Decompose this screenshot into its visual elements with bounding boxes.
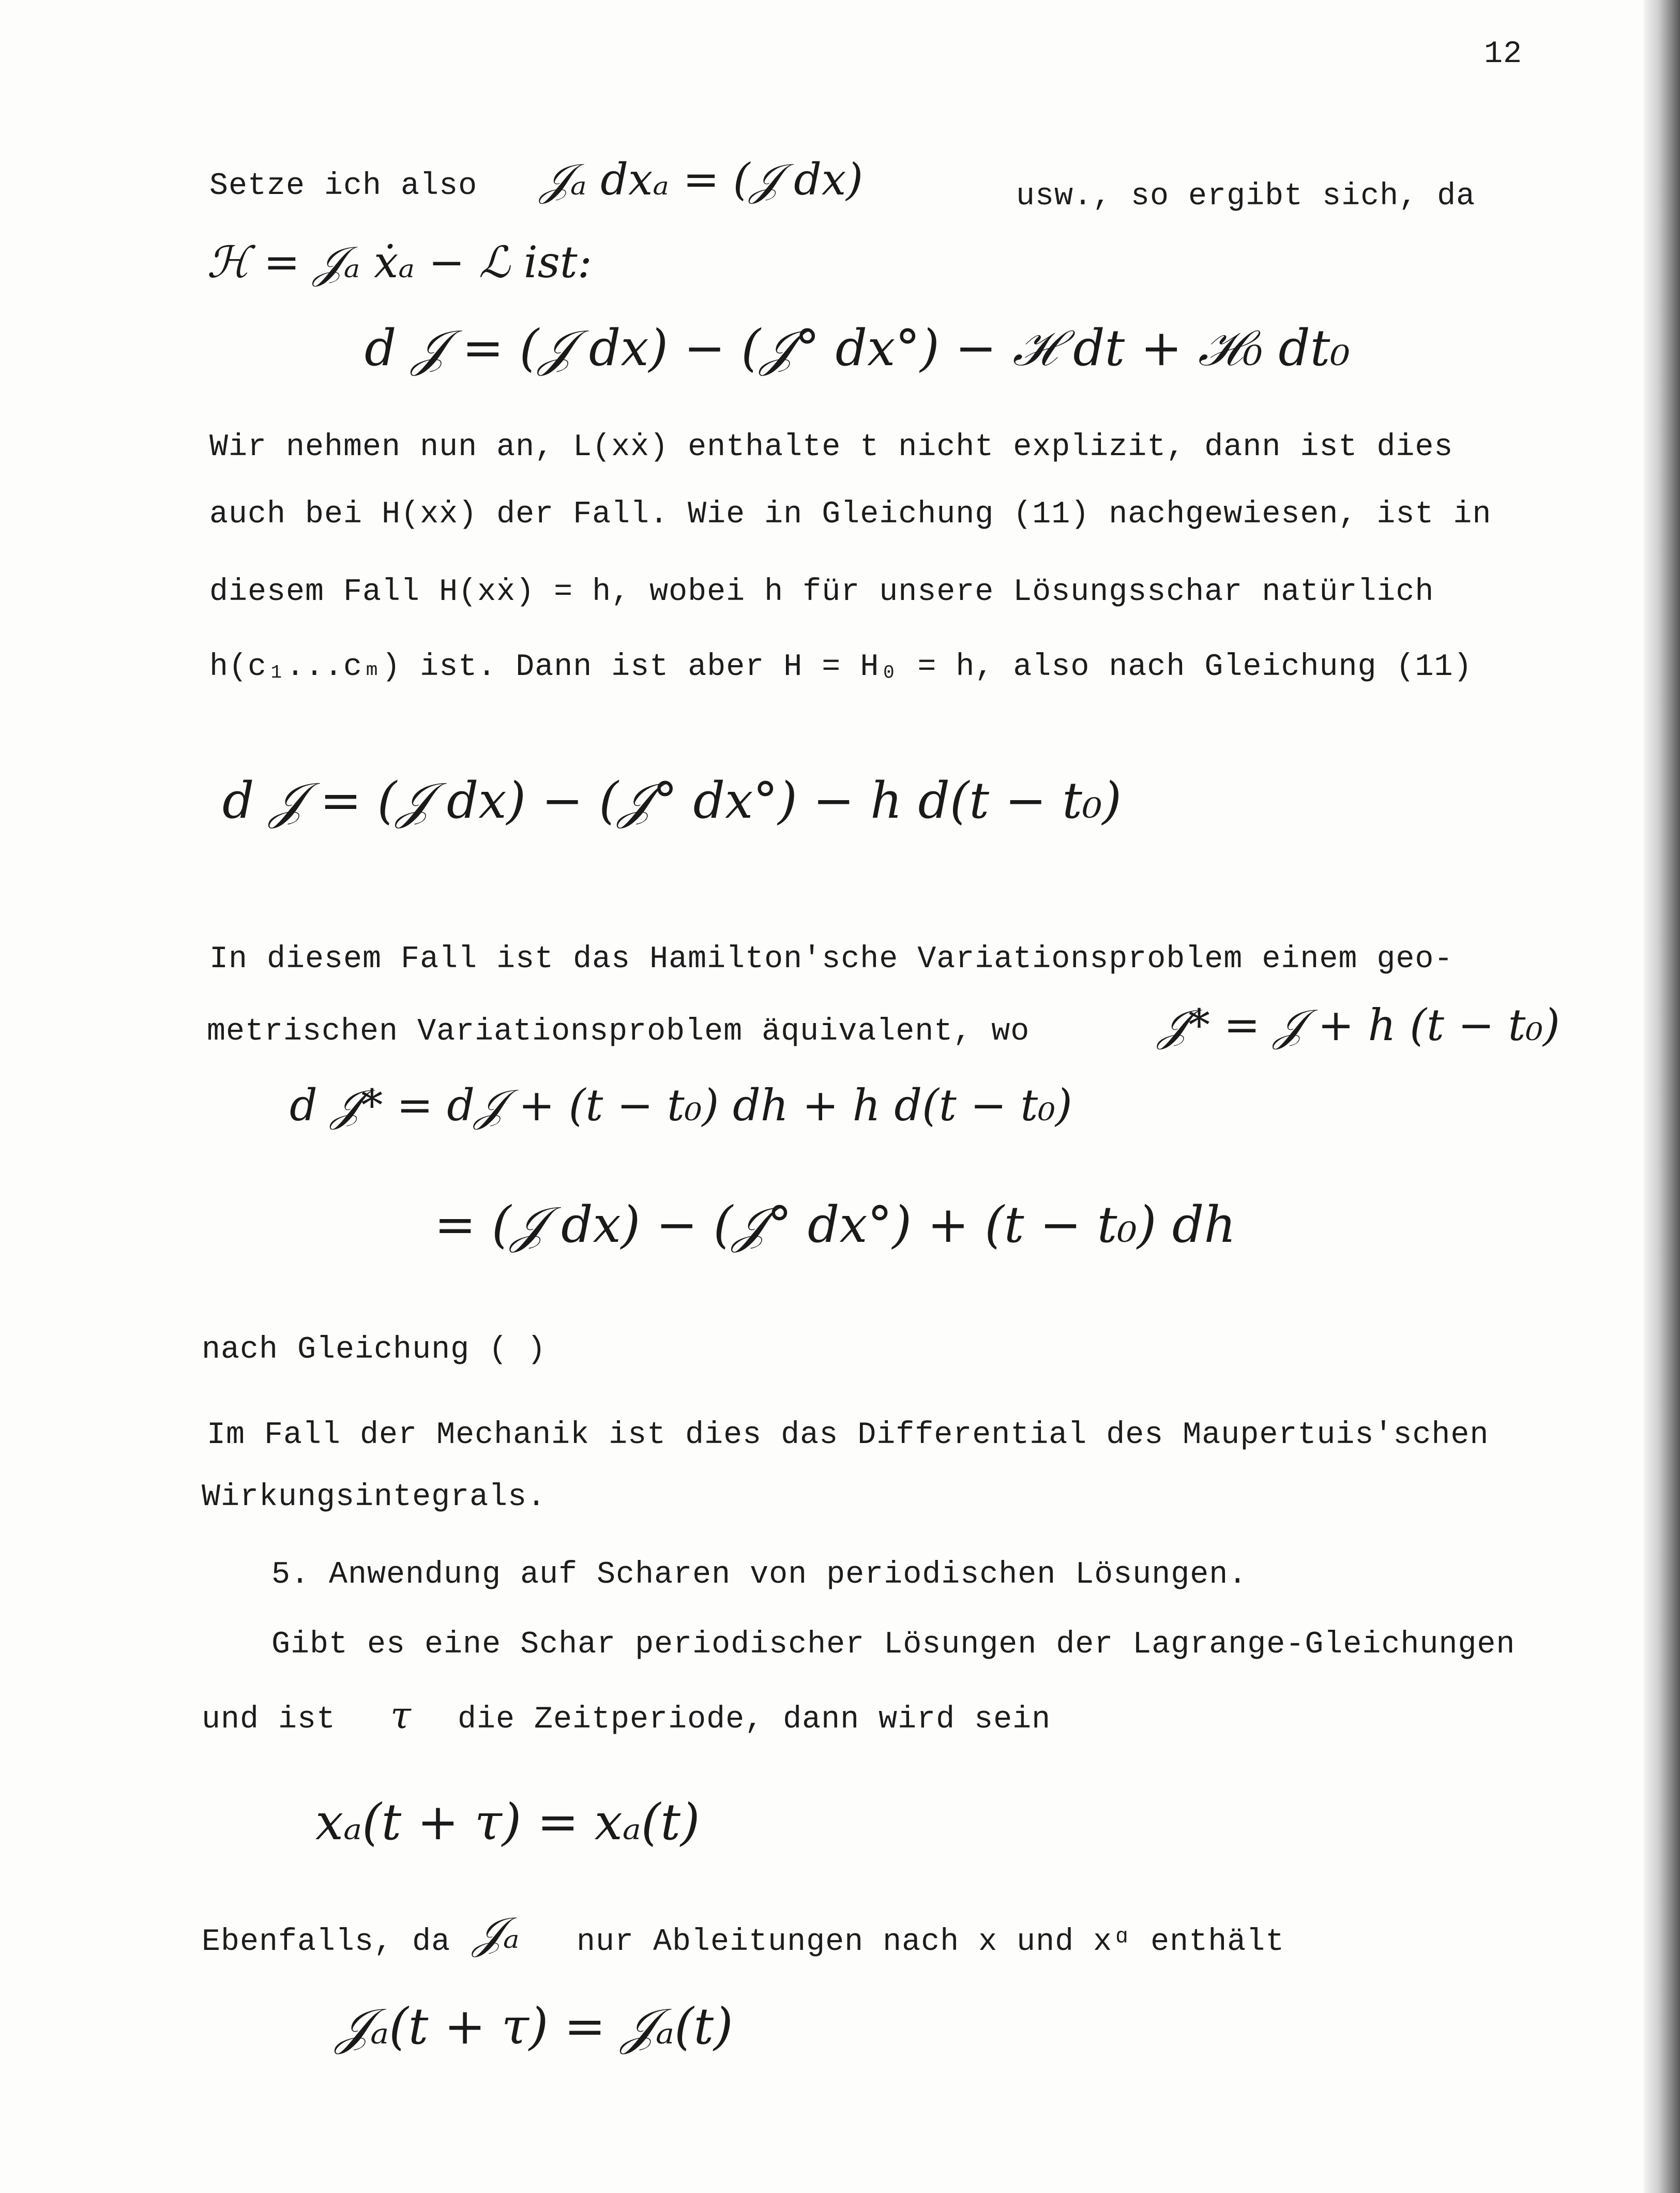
text-line: die Zeitperiode, dann wird sein	[458, 1702, 1051, 1737]
handwritten-formula: 𝒥ₐ(t + τ) = 𝒥ₐ(t)	[336, 1997, 733, 2055]
text-line: nach Gleichung ( )	[202, 1332, 547, 1368]
text-line: In diesem Fall ist das Hamilton'sche Variationsproblem einem geo-	[209, 942, 1454, 977]
page-edge-shadow	[1644, 0, 1680, 2193]
text-line: nur Ableitungen nach x und xᵅ enthält	[577, 1925, 1285, 1960]
text-line: und ist	[202, 1702, 336, 1737]
text-line: Im Fall der Mechanik ist dies das Differential des Maupertuis'schen	[207, 1418, 1489, 1453]
text-line: Setze ich also	[209, 169, 478, 204]
handwritten-formula: xₐ(t + τ) = xₐ(t)	[315, 1793, 700, 1851]
handwritten-formula: 𝒥ₐ dxₐ = (𝒥 dx)	[540, 154, 864, 205]
page-number: 12	[1484, 37, 1523, 72]
text-line: diesem Fall H(xẋ) = h, wobei h für unsere Lösungsschar natürlich	[209, 575, 1434, 610]
text-line: auch bei H(xẋ) der Fall. Wie in Gleichung (11) nachgewiesen, ist in	[209, 497, 1492, 532]
handwritten-symbol: 𝒥ₐ	[473, 1907, 520, 1958]
text-line: h(c₁...cₘ) ist. Dann ist aber H = H₀ = h, also nach Gleichung (11)	[209, 650, 1473, 685]
handwritten-formula: d 𝒥* = d𝒥 + (t − t₀) dh + h d(t − t₀)	[290, 1080, 1072, 1131]
text-line: metrischen Variationsproblem äquivalent, wo	[207, 1014, 1030, 1049]
handwritten-formula: d 𝒥 = (𝒥 dx) − (𝒥° dx°) − ℋ dt + ℋ₀ dt₀	[365, 319, 1350, 377]
handwritten-formula: d 𝒥 = (𝒥 dx) − (𝒥° dx°) − h d(t − t₀)	[222, 772, 1122, 830]
text-line: usw., so ergibt sich, da	[1016, 179, 1476, 214]
handwritten-formula: 𝒥* = 𝒥 + h (t − t₀)	[1158, 1000, 1560, 1050]
section-heading: 5. Anwendung auf Scharen von periodischen Lösungen.	[271, 1557, 1248, 1593]
handwritten-symbol: τ	[390, 1693, 411, 1737]
text-line: Wir nehmen nun an, L(xẋ) enthalte t nicht explizit, dann ist dies	[209, 430, 1454, 465]
handwritten-formula: = (𝒥 dx) − (𝒥° dx°) + (t − t₀) dh	[434, 1196, 1236, 1254]
handwritten-formula: ℋ = 𝒥ₐ ẋₐ − ℒ ist:	[207, 237, 592, 288]
text-line: Wirkungsintegrals.	[202, 1480, 547, 1515]
text-line: Gibt es eine Schar periodischer Lösungen der Lagrange-Gleichungen	[271, 1627, 1516, 1662]
text-line: Ebenfalls, da	[202, 1925, 451, 1960]
